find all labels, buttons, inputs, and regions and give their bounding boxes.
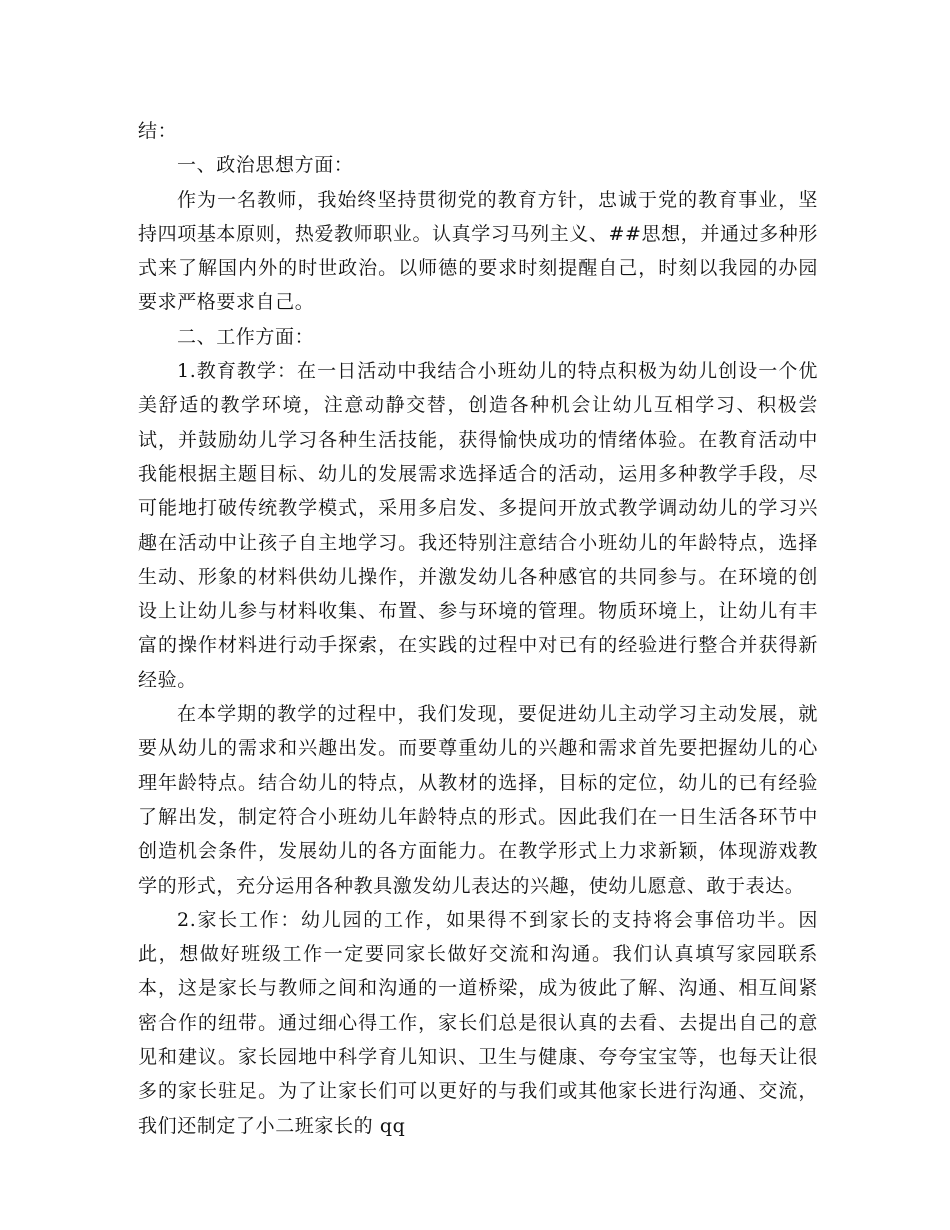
section-heading-work: 二、工作方面： [177,325,315,348]
paragraph-teaching: 1.教育教学：在一日活动中我结合小班幼儿的特点积极为幼儿创设一个优美舒适的教学环境，注意动静交替，创造各种机会让幼儿互相学习、积极尝试，并鼓励幼儿学习各种生活技能，获得愉快成功的情绪体验。在教育活动中我能根据主题目标、幼儿的发展需求选择适合的活动，运用多种教学手段，尽可能地打破传统教学模式，采用多启发、多提问开放式教学调动幼儿的学习兴趣在活动中让孩子自主地学习。我还特别注意结合小班幼儿的年龄特点，选择生动、形象的材料供幼儿操作，并激发幼儿各种感官的共同参与。在环境的创设上让幼儿参与材料收集、布置、参与环境的管理。物质环境上，让幼儿有丰富的操作材料进行动手探索，在实践的过程中对已有的经验进行整合并获得新经验。 [138,360,818,691]
opening-fragment: 结： [138,120,178,142]
document-body [138,114,818,1143]
paragraph-teaching-process: 在本学期的教学的过程中，我们发现，要促进幼儿主动学习主动发展，就要从幼儿的需求和兴趣出发。而要尊重幼儿的兴趣和需求首先要把握幼儿的心理年龄特点。结合幼儿的特点，从教材的选择，目标的定位，幼儿的已有经验了解出发，制定符合小班幼儿年龄特点的形式。因此我们在一日生活各环节中创造机会条件，发展幼儿的各方面能力。在教学形式上力求新颖，体现游戏教学的形式，充分运用各种教具激发幼儿表达的兴趣，使幼儿愿意、敢于表达。 [138,703,818,897]
section-heading-political: 一、政治思想方面： [177,154,354,177]
paragraph-political: 作为一名教师，我始终坚持贯彻党的教育方针，忠诚于党的教育事业，坚持四项基本原则，热爱教师职业。认真学习马列主义、##思想，并通过多种形式来了解国内外的时世政治。以师德的要求时刻提醒自己，时刻以我园的办园要求严格要求自己。 [138,188,818,314]
paragraph-parent-work: 2.家长工作：幼儿园的工作，如果得不到家长的支持将会事倍功半。因此，想做好班级工作一定要同家长做好交流和沟通。我们认真填写家园联系本，这是家长与教师之间和沟通的一道桥梁，成为彼此了解、沟通、相互间紧密合作的纽带。通过细心得工作，家长们总是很认真的去看、去提出自己的意见和建议。家长园地中科学育儿知识、卫生与健康、夸夸宝宝等，也每天让很多的家长驻足。为了让家长们可以更好的与我们或其他家长进行沟通、交流，我们还制定了小二班家长的 qq [138,908,818,1137]
